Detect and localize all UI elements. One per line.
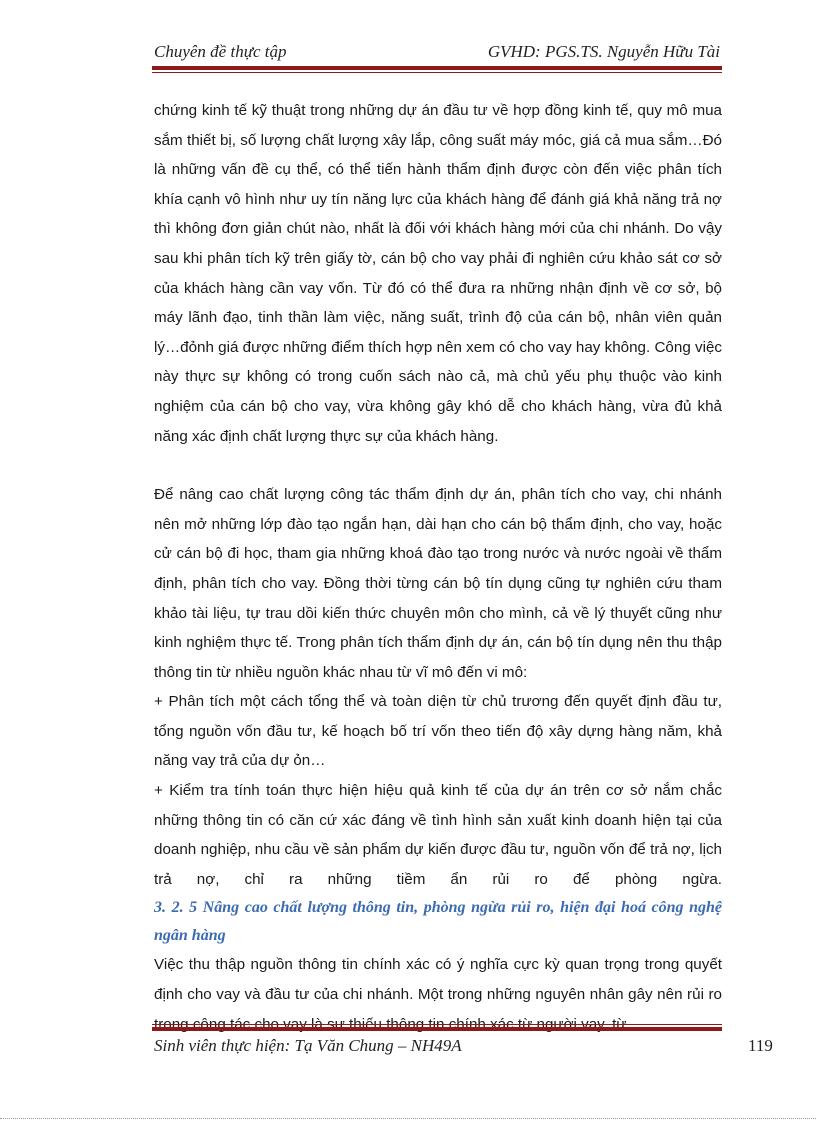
bullet-item-2: + Kiểm tra tính toán thực hiện hiệu quả kinh tế của dự án trên cơ sở nắm chắc những thông tin có căn cứ xác đáng về tình hình sản xuất kinh doanh hiện tại của doanh nghiệp, nhu cầu về sản phẩm dự kiến được đầu tư, nguồn vốn để trả nợ, lịch trả nợ, chỉ ra những tiềm ẩn rủi ro để phòng ngừa. — [154, 782, 722, 888]
section-heading: 3. 2. 5 Nâng cao chất lượng thông tin, phòng ngừa rủi ro, hiện đại hoá công nghệ ngân hàng — [154, 899, 722, 945]
page-number: 119 — [748, 1036, 773, 1055]
page-break-divider — [0, 1118, 816, 1119]
footer-student: Sinh viên thực hiện: Tạ Văn Chung – NH49A — [154, 1036, 462, 1055]
bullet-item-1: + Phân tích một cách tổng thể và toàn diện từ chủ trương đến quyết định đầu tư, tổng nguồn vốn đầu tư, kế hoạch bố trí vốn theo tiến độ xây dựng hàng năm, khả năng vay trả của dự ỏn… — [154, 693, 722, 770]
paragraph-2: Để nâng cao chất lượng công tác thẩm định dự án, phân tích cho vay, chi nhánh nên mở những lớp đào tạo ngắn hạn, dài hạn cho cán bộ thẩm định, cho vay, hoặc cử cán bộ đi học, tham gia những khoá đào tạo trong nước và nước ngoài về thẩm định, phân tích cho vay. Đồng thời từng cán bộ tín dụng cũng tự nghiên cứu tham khảo tài liệu, tự trau dồi kiến thức chuyên môn cho mình, cả về lý thuyết cũng như kinh nghiệm thực tế. Trong phân tích thẩm định dự án, cán bộ tín dụng nên thu thập thông tin từ nhiều nguồn khác nhau từ vĩ mô đến vi mô: — [154, 486, 722, 681]
footer-rule-thin — [152, 1024, 722, 1025]
paragraph-5: Việc thu thập nguồn thông tin chính xác có ý nghĩa cực kỳ quan trọng trong quyết định cho vay và đầu tư của chi nhánh. Một trong những nguyên nhân gây nên rủi ro là từ từ — [154, 956, 722, 1033]
header-rule-thin — [152, 72, 722, 73]
header-supervisor: GVHD: PGS.TS. Nguyễn Hữu Tài — [487, 42, 720, 61]
footer-rule-thick — [152, 1027, 722, 1031]
body-text — [154, 96, 722, 1039]
paragraph-1: chứng kinh tế kỹ thuật trong những dự án đầu tư về hợp đồng kinh tế, quy mô mua sắm thiết bị, số lượng chất lượng xây lắp, công suất máy móc, giá cả mua sắm…Đó là những vấn đề cụ thể, có thể tiến hành thẩm định được còn đến việc phân tích khía cạnh vô hình như uy tín năng lực của khách hàng để đánh giá khả năng trả nợ thì không đơn giản chút nào, nhất là đối với khách hàng mới của chi nhánh. Do vậy sau khi phân tích kỹ trên giấy tờ, cán bộ cho vay phải đi nghiên cứu khảo sát cơ sở của khách hàng cần vay vốn. Từ đó có thể đưa ra những nhận định về cơ sở, bộ máy lãnh đạo, tinh thần làm việc, năng suất, trình độ của cán bộ, nhân viên quản lý…đỏnh giá được những điểm thích hợp nên xem có cho vay hay không. Công việc này thực sự không có trong cuốn sách nào cả, mà chủ yếu phụ thuộc vào kinh nghiệm của cán bộ cho vay, vừa không gây khó dễ cho khách hàng, vừa đủ khả năng xác định chất lượng thực sự của khách hàng. — [154, 102, 722, 445]
header-course-title: Chuyên đề thực tập — [154, 42, 287, 61]
header-rule-thick — [152, 66, 722, 70]
paragraph-gap — [154, 451, 722, 480]
